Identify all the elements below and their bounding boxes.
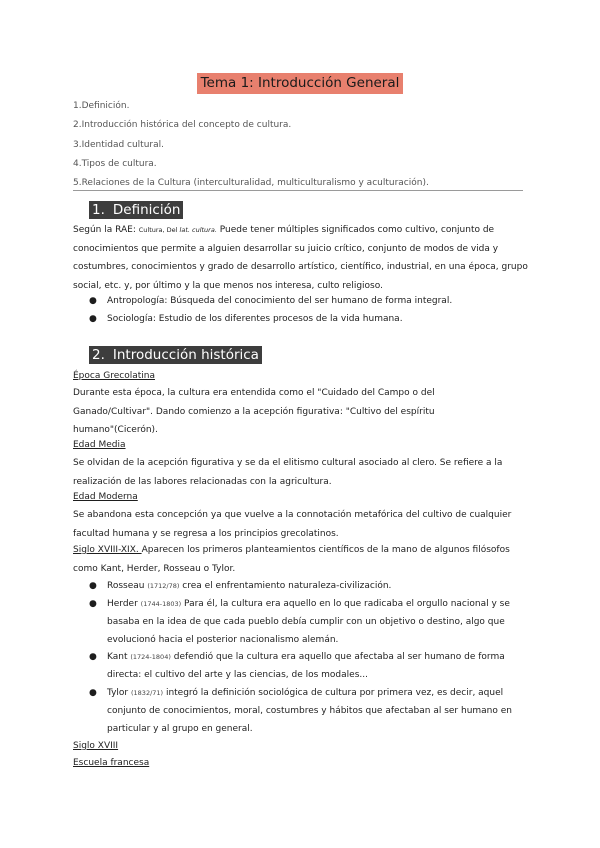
bullet-icon: ●: [89, 652, 97, 662]
siglo-label: Siglo XVIII-XIX.: [73, 545, 142, 555]
rae-small-italic: lat. cultura.: [179, 226, 217, 234]
paragraph-edad-moderna: Se abandona esta concepción ya que vuelve a la connotación metafórica del cultivo de cualquier facultad humana y se regresa a los principios grecolatinos.: [73, 510, 512, 539]
title-wrap: [0, 72, 600, 94]
rae-definition: [73, 221, 528, 295]
list-item: [89, 648, 529, 684]
list-item: [89, 684, 529, 738]
thinker-text: Para él, la cultura era aquello en lo que radicaba el orgullo nacional y se basaba en la idea de que cada pueblo debía cumplir con un objetivo o destino, algo que evolucionó hacia el posterior nacionalismo alemán.: [107, 599, 510, 645]
section-heading-introduccion: [89, 346, 262, 364]
section-title: Introducción histórica: [112, 347, 259, 363]
section-heading-definicion: [89, 201, 183, 219]
table-of-contents: [73, 97, 429, 193]
thinker-years: (1724-1804): [130, 653, 171, 661]
bullet-icon: ●: [89, 314, 97, 324]
subheading-siglo-xviii: Siglo XVIII: [73, 741, 119, 751]
paragraph-siglo-xviii-xix: [73, 541, 528, 578]
thinker-text: integró la definición sociológica de cultura por primera vez, es decir, aquel conjunto de conocimientos, moral, costumbres y hábitos que afectaban al ser humano en particular y al grupo en general.: [107, 688, 512, 734]
thinker-name: Kant: [107, 652, 131, 662]
bullet-icon: ●: [89, 688, 97, 698]
horizontal-divider: [73, 190, 523, 191]
toc-item: 3.Identidad cultural.: [73, 139, 164, 150]
thinker-name: Rosseau: [107, 581, 148, 591]
toc-item: 1.Definición.: [73, 101, 130, 111]
list-item: [89, 595, 529, 649]
list-item-text: [89, 648, 529, 684]
thinker-name: Herder: [107, 599, 141, 609]
bullet-icon: ●: [89, 581, 97, 591]
paragraph-grecolatina: Durante esta época, la cultura era entendida como el "Cuidado del Campo o del Ganado/Cultivar". Dando comienzo a la acepción figurativa: "Cultivo del espíritu humano"(Cicerón).: [73, 388, 435, 436]
list-item-text: [89, 684, 529, 738]
section-number: 2.: [92, 347, 105, 363]
section-number: 1.: [92, 202, 105, 218]
list-item-text: Sociología: Estudio de los diferentes procesos de la vida humana.: [107, 314, 403, 324]
subheading-escuela-francesa: Escuela francesa: [73, 758, 150, 768]
list-item: [89, 310, 529, 328]
thinker-years: (1744-1803): [140, 600, 182, 608]
list-item-text: Antropología: Búsqueda del conocimiento del ser humano de forma integral.: [107, 296, 453, 306]
list-item-text: [89, 595, 529, 649]
bullet-icon: ●: [89, 599, 97, 609]
list-item: [89, 577, 529, 595]
rae-small: Cultura, Del: [138, 226, 180, 234]
thinker-text: defendió que la cultura era aquello que afectaba al ser humano de forma directa: el cultivo del arte y las ciencias, de los modales...: [107, 652, 505, 680]
subheading-grecolatina: Época Grecolatina: [73, 371, 155, 381]
siglo-text: Aparecen los primeros planteamientos científicos de la mano de algunos filósofos como Kant, Herder, Rosseau o Tylor.: [73, 545, 510, 574]
thinker-years: (1712/78): [147, 582, 180, 590]
toc-item: 2.Introducción histórica del concepto de cultura.: [73, 120, 292, 131]
paragraph-edad-media: Se olvidan de la acepción figurativa y se da el elitismo cultural asociado al clero. Se refiere a la realización de las labores relacionadas con la agricultura.: [73, 458, 503, 487]
toc-item: 5.Relaciones de la Cultura (interculturalidad, multiculturalismo y aculturación).: [73, 178, 429, 189]
list-item: [89, 292, 529, 310]
thinker-years: (1832/71): [131, 689, 164, 697]
thinker-name: Tylor: [107, 688, 131, 698]
subheading-edad-media: Edad Media: [73, 440, 126, 450]
bullet-icon: ●: [89, 296, 97, 306]
section-title: Definición: [112, 202, 181, 218]
list-item-text: [89, 577, 529, 595]
rae-prefix: Según la RAE:: [73, 225, 139, 235]
subheading-edad-moderna: Edad Moderna: [73, 492, 138, 502]
toc-item: 4.Tipos de cultura.: [73, 158, 157, 169]
rae-text: Puede tener múltiples significados como cultivo, conjunto de conocimientos que permite a alguien desarrollar su juicio crítico, conjunto de modos de vida y costumbres, conocimientos y grado de desarrollo artístico, científico, industrial, en una época, grupo social, etc. y, por último y la que menos nos interesa, culto religioso.: [73, 225, 528, 291]
document-title: Tema 1: Introducción General: [197, 73, 404, 94]
thinker-text: crea el enfrentamiento naturaleza-civilización.: [179, 581, 392, 591]
